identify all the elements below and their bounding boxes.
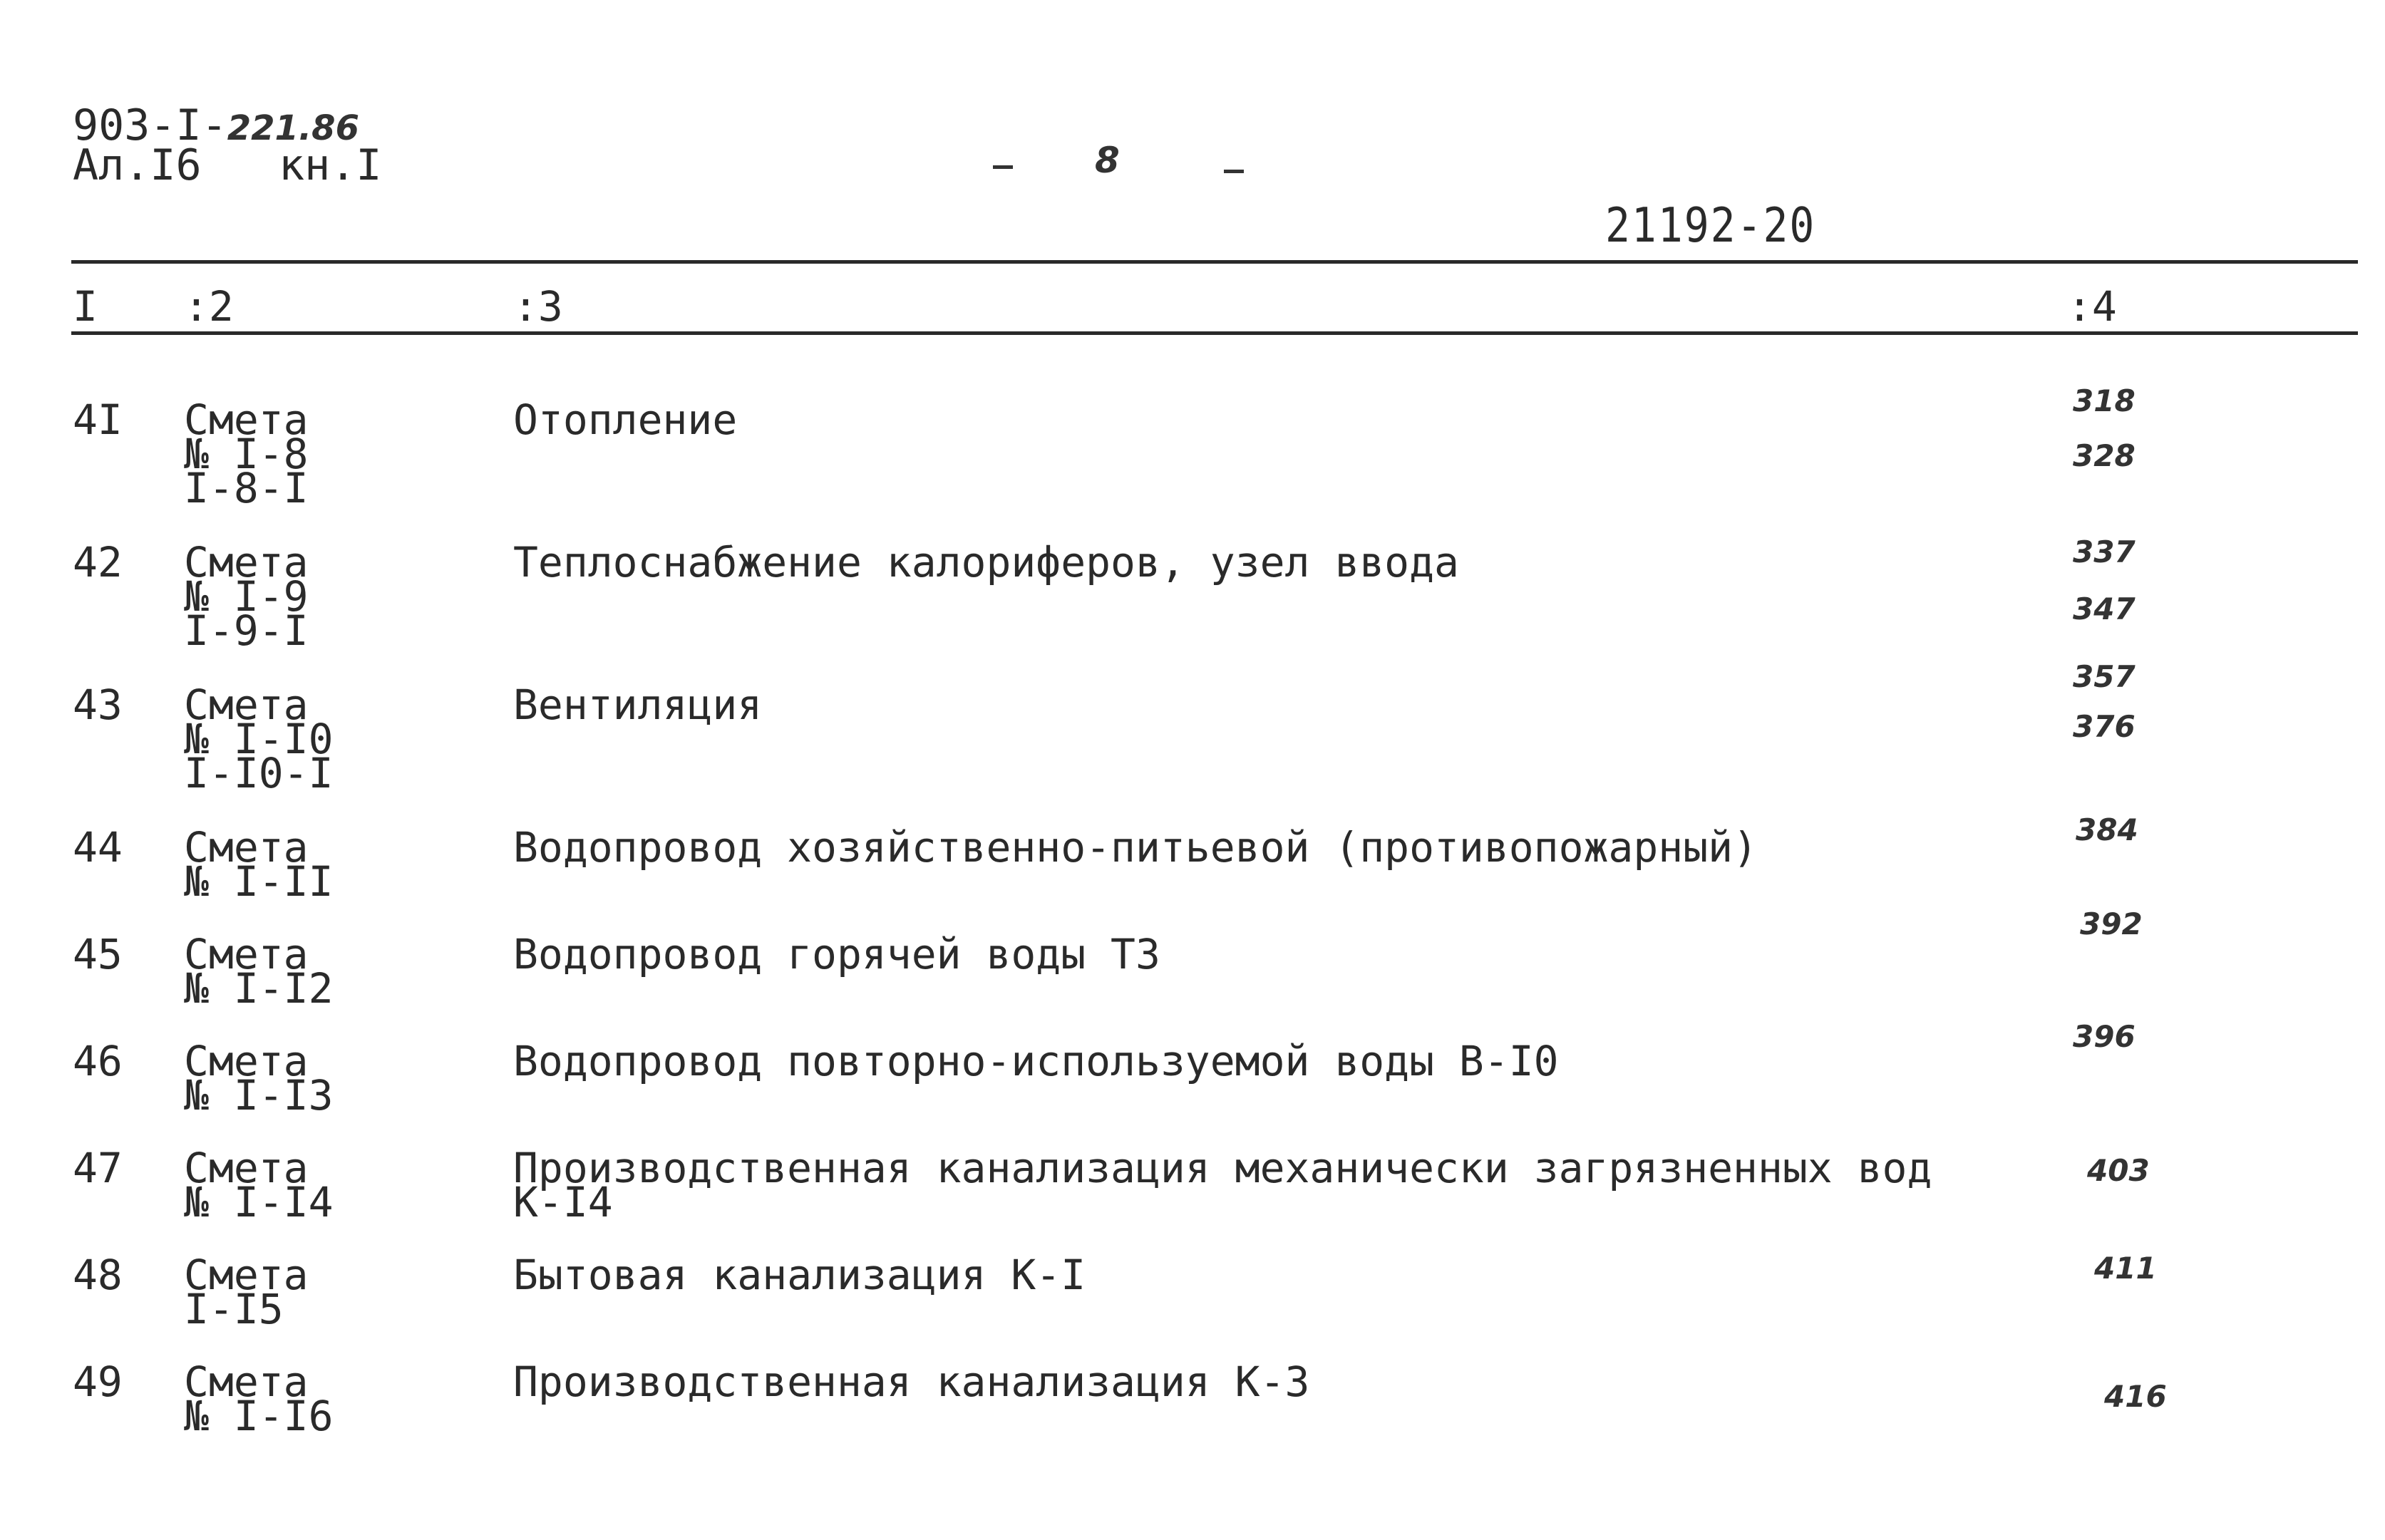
table-header-rule	[71, 331, 2358, 335]
page-ref: 411	[2094, 1251, 2157, 1286]
section-title: Вентиляция	[513, 681, 763, 729]
page-ref: 384	[2076, 812, 2138, 847]
page-ref: 347	[2073, 591, 2136, 626]
album-book-label: Ал.I6 кн.I	[73, 140, 382, 190]
page-ref: 357	[2073, 659, 2136, 694]
estimate-ref: Смета № I-9 I-9-I	[184, 538, 309, 655]
table-top-rule	[71, 260, 2358, 264]
row-number: 47	[73, 1144, 123, 1192]
column-header-2: :2	[184, 282, 234, 331]
estimate-ref: Смета I-I5	[184, 1251, 309, 1333]
row-number: 49	[73, 1358, 123, 1406]
page-ref: 376	[2073, 709, 2136, 744]
page-ref: 392	[2080, 906, 2143, 941]
estimate-ref: Смета № I-I2	[184, 930, 334, 1013]
section-title: Водопровод горячей воды Т3	[513, 930, 1160, 978]
page-ref: 396	[2073, 1019, 2136, 1054]
estimate-ref: Смета № I-I0 I-I0-I	[184, 681, 334, 797]
column-header-1: I	[73, 282, 98, 331]
page-ref: 403	[2087, 1153, 2150, 1188]
estimate-ref: Смета № I-I3	[184, 1037, 334, 1120]
inventory-number: 21192-20	[1605, 197, 1816, 254]
section-title: Водопровод повторно-используемой воды В-I0	[513, 1037, 1559, 1085]
page-ref: 337	[2073, 534, 2136, 569]
estimate-ref: Смета № I-I6	[184, 1358, 334, 1440]
section-title: Производственная канализация механически загрязненных вод К-I4	[513, 1144, 1932, 1226]
column-header-3: :3	[513, 282, 563, 331]
section-title: Отопление	[513, 396, 738, 444]
page-number: 8	[1095, 140, 1120, 181]
estimate-ref: Смета № I-8 I-8-I	[184, 396, 309, 512]
row-number: 4I	[73, 396, 123, 444]
document-code-handwritten: 221.86	[227, 108, 359, 148]
row-number: 45	[73, 930, 123, 978]
page-ref: 328	[2073, 438, 2136, 473]
section-title: Водопровод хозяйственно-питьевой (противопожарный)	[513, 823, 1758, 872]
column-header-4: :4	[2067, 282, 2117, 331]
section-title: Бытовая канализация К-I	[513, 1251, 1086, 1299]
row-number: 48	[73, 1251, 123, 1299]
row-number: 43	[73, 681, 123, 729]
page-ref: 416	[2104, 1379, 2167, 1414]
section-title: Теплоснабжение калориферов, узел ввода	[513, 538, 1459, 586]
row-number: 42	[73, 538, 123, 586]
page-dash-right	[1224, 170, 1244, 173]
row-number: 44	[73, 823, 123, 872]
section-title: Производственная канализация К-3	[513, 1358, 1310, 1406]
row-number: 46	[73, 1037, 123, 1085]
page-ref: 318	[2073, 383, 2136, 418]
estimate-ref: Смета № I-II	[184, 823, 334, 906]
estimate-ref: Смета № I-I4	[184, 1144, 334, 1226]
page-dash-left	[993, 165, 1013, 169]
document-code-printed: 903-I-	[73, 100, 227, 150]
